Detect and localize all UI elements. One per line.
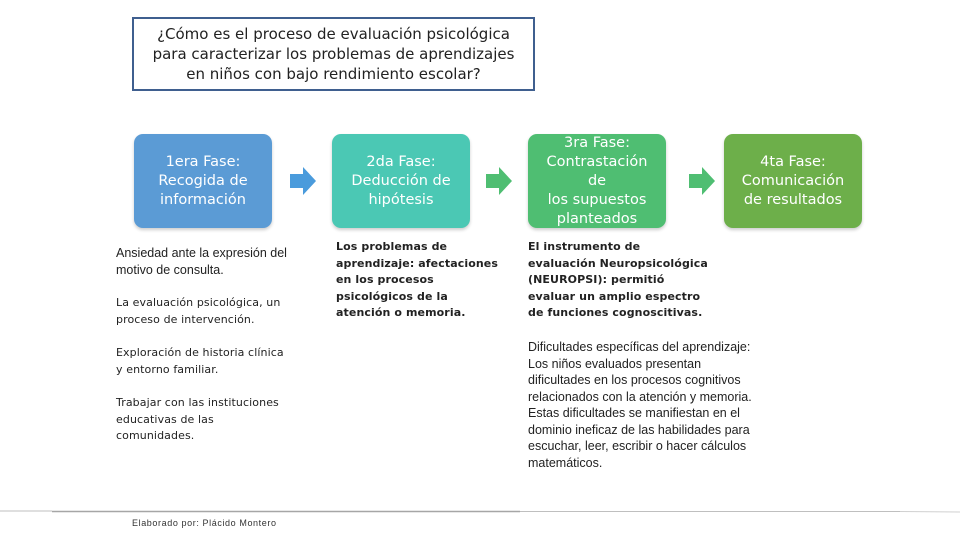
- phase-4-box: 4ta Fase: Comunicación de resultados: [724, 134, 862, 228]
- phase-2-box: 2da Fase: Deducción de hipótesis: [332, 134, 470, 228]
- phase-1-box: 1era Fase: Recogida de información: [134, 134, 272, 228]
- phase-1-note: Exploración de historia clínica y entorno familiar.: [116, 346, 284, 376]
- author-credit: Elaborado por: Plácido Montero: [132, 518, 277, 528]
- footer-divider: [0, 510, 960, 513]
- arrow-right-icon: [689, 167, 715, 195]
- phase-3-box: 3ra Fase: Contrastación de los supuestos planteados: [528, 134, 666, 228]
- arrow-right-icon: [290, 167, 316, 195]
- phase-1-note: Trabajar con las instituciones educativas de las comunidades.: [116, 396, 279, 442]
- phase-1-note: Ansiedad ante la expresión del motivo de consulta.: [116, 246, 287, 277]
- phase-1-note: La evaluación psicológica, un proceso de intervención.: [116, 296, 281, 326]
- phase-3-note: El instrumento de evaluación Neuropsicológica (NEUROPSI): permitió evaluar un amplio espectro de funciones cognoscitivas.: [528, 240, 708, 319]
- arrow-right-icon: [486, 167, 512, 195]
- phase-2-note: Los problemas de aprendizaje: afectaciones en los procesos psicológicos de la atención o memoria.: [336, 240, 498, 319]
- question-title-box: [132, 17, 535, 91]
- phase-3-note: Dificultades específicas del aprendizaje: Los niños evaluados presentan dificultades en los procesos cognitivos relacionados con la atención y memoria. Estas dificultades se manifiestan en el dominio ineficaz de las habilidades para escuchar, leer, escribir o hacer cálculos matemáticos.: [528, 340, 752, 470]
- question-title: ¿Cómo es el proceso de evaluación psicológica para caracterizar los problemas de aprendizajes en niños con bajo rendimiento escolar?: [152, 25, 515, 83]
